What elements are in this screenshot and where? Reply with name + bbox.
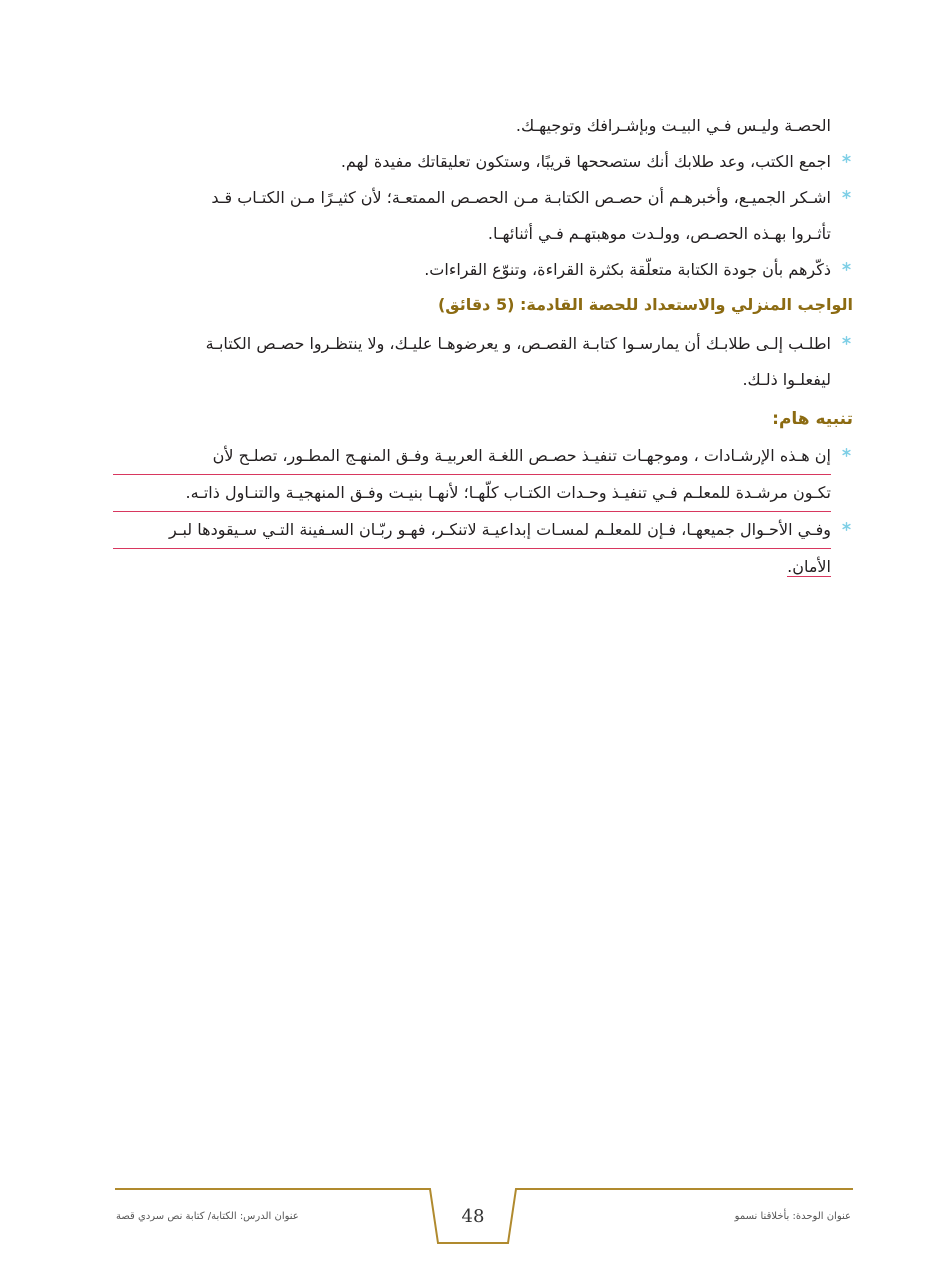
list-item-continuation: تأثـروا بهـذه الحصـص، وولـدت موهبتهـم فـي أثنائهـا.: [487, 224, 831, 243]
list-item: [113, 326, 853, 362]
notice-heading: تنبيه هام:: [772, 409, 853, 429]
intro-line: الحصـة وليـس فـي البيـت وبإشـرافك وتوجيهـك.: [515, 116, 831, 135]
notice-line: إن هـذه الإرشـادات ، وموجهـات تنفيـذ حصـص اللغـة العربيـة وفـق المنهـج المطـور، تصلـح لأن: [113, 438, 831, 475]
page-number: 48: [461, 1206, 485, 1227]
asterisk-bullet-icon: [839, 145, 853, 181]
notice-item: [113, 438, 853, 475]
list-item-text: اطلـب إلـى طلابـك أن يمارسـوا كتابـة القصـص، و يعرضوهـا عليـك، ولا ينتظـروا حصـص الكتابـة: [205, 334, 831, 353]
unit-title: عنوان الوحدة: بأخلاقنا نسمو: [734, 1211, 851, 1222]
homework-heading: الواجب المنزلي والاستعداد للحصة القادمة: (5 دقائق): [437, 295, 853, 314]
page-content: [113, 108, 853, 585]
notice-line: تكـون مرشـدة للمعلـم فـي تنفيـذ وحـدات الكتـاب كلّهـا؛ لأنهـا بنيـت وفـق المنهجيـة والتنـاول ذاتـه.: [113, 475, 831, 512]
asterisk-bullet-icon: [839, 439, 853, 475]
list-item-continuation: ليفعلـوا ذلـك.: [742, 370, 831, 389]
list-item: [113, 144, 853, 180]
notice-line: الأمان.: [787, 557, 831, 576]
asterisk-bullet-icon: [839, 253, 853, 289]
list-item: [113, 180, 853, 216]
asterisk-bullet-icon: [839, 181, 853, 217]
notice-continuation: [113, 475, 853, 512]
list-item-text: ذكّرهم بأن جودة الكتابة متعلّقة بكثرة القراءة، وتنوّع القراءات.: [424, 260, 831, 279]
lesson-title: عنوان الدرس: الكتابة/ كتابة نص سردي قصة: [116, 1211, 299, 1222]
list-item-text: اشـكر الجميـع، وأخبرهـم أن حصـص الكتابـة مـن الحصـص الممتعـة؛ لأن كثيـرًا مـن الكتـاب قـد: [211, 188, 831, 207]
asterisk-bullet-icon: [839, 513, 853, 549]
notice-line: وفـي الأحـوال جميعهـا، فـإن للمعلـم لمسـات إبداعيـة لاتنكـر، فهـو ربّـان السـفينة التـي سـيقودها لبـر: [113, 512, 831, 549]
list-item-text: اجمع الكتب، وعد طلابك أنك ستصححها قريبًا، وستكون تعليقاتك مفيدة لهم.: [340, 152, 831, 171]
notice-item: [113, 512, 853, 549]
list-item: [113, 252, 853, 288]
notice-continuation: [113, 549, 853, 585]
asterisk-bullet-icon: [839, 327, 853, 363]
